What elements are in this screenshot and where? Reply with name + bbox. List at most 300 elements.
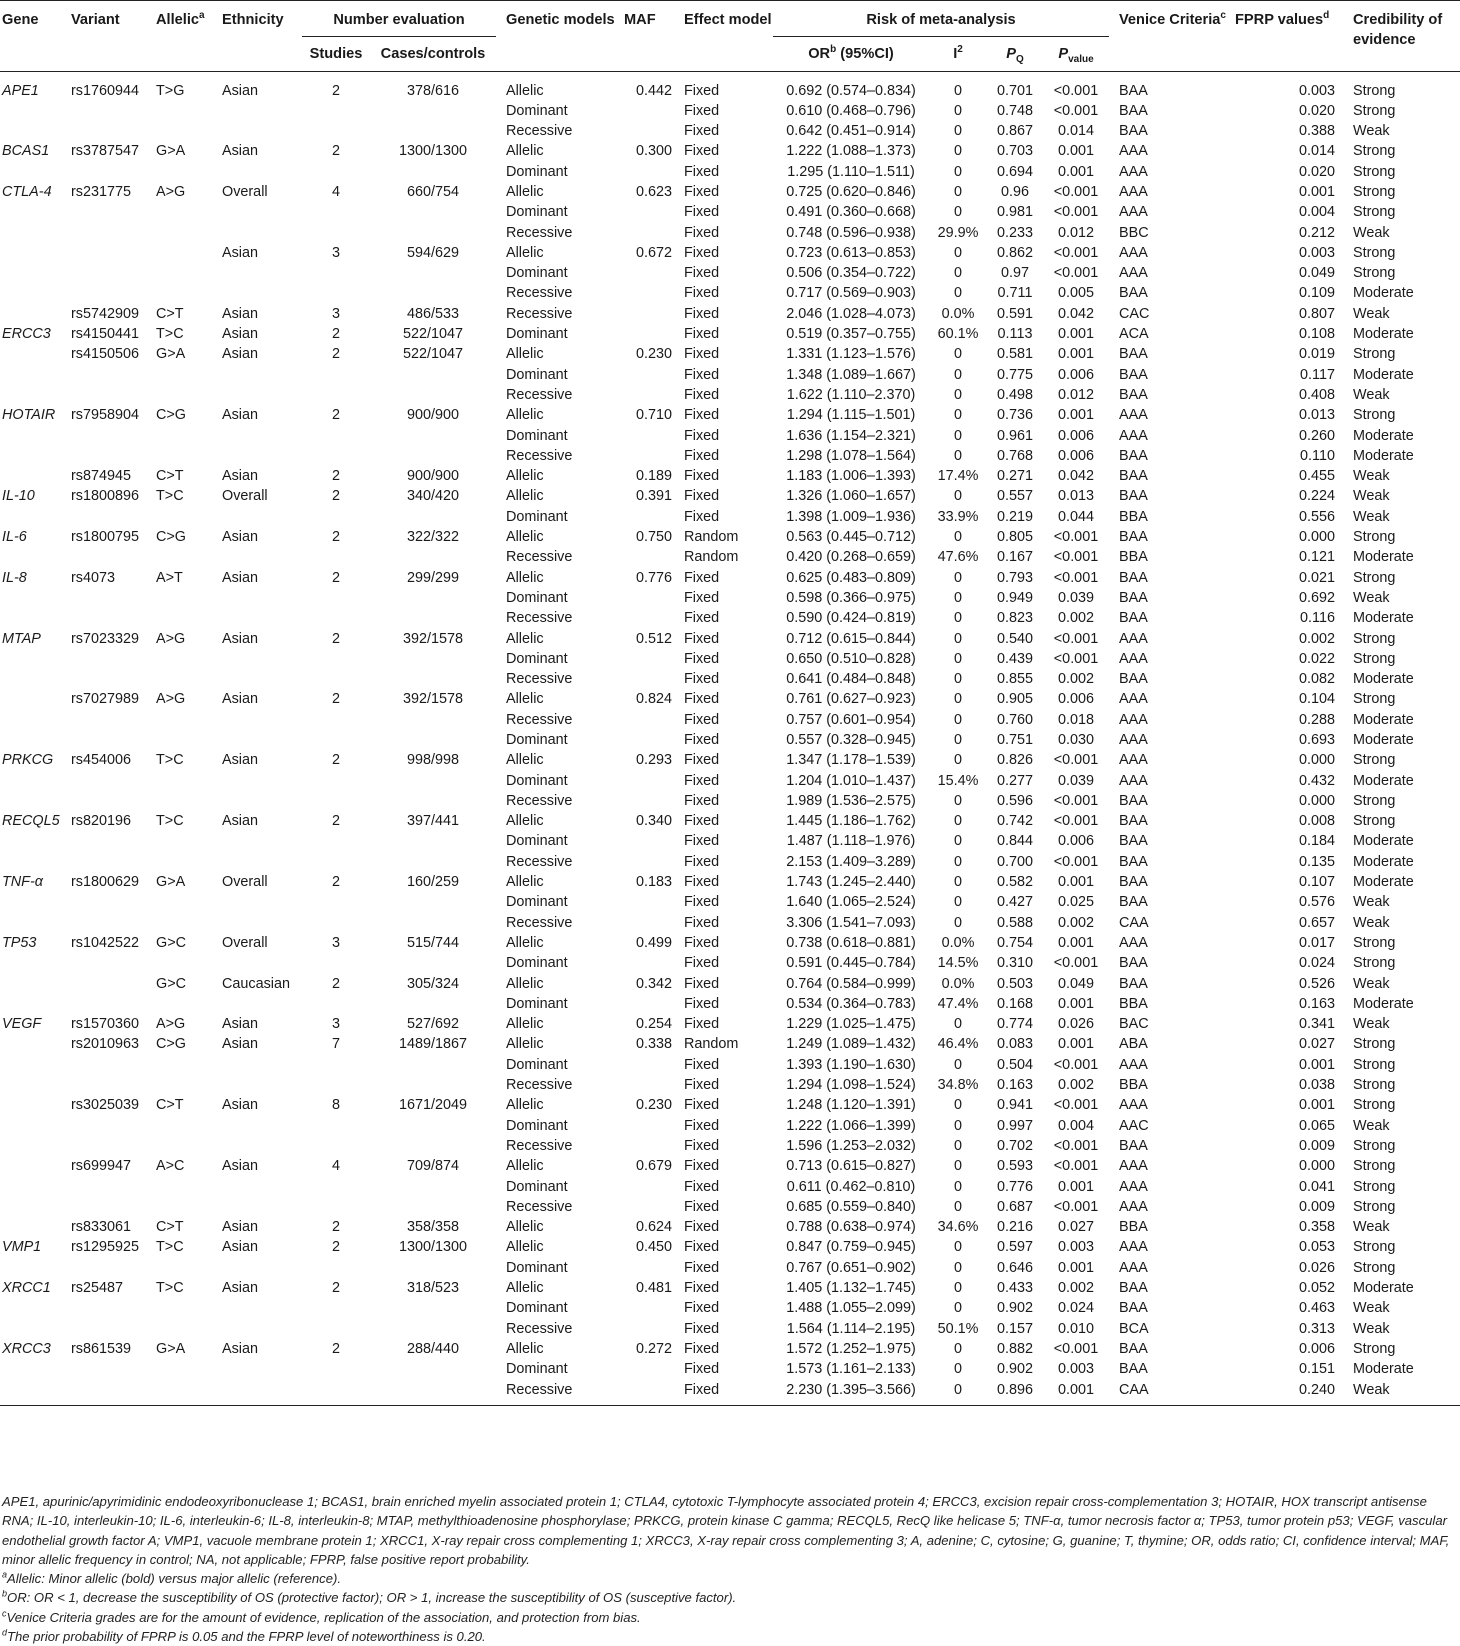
cell-allelic: G>A <box>156 346 186 363</box>
cell-variant: rs1800629 <box>71 874 140 891</box>
cell-genetic-model: Dominant <box>506 326 568 343</box>
cell-credibility: Strong <box>1353 1178 1396 1195</box>
cell-i2: 0 <box>953 163 962 180</box>
cell-gene <box>0 1217 71 1237</box>
cell-gene <box>0 588 71 608</box>
cell-variant <box>71 1136 156 1156</box>
cell-maf: 0.442 <box>635 82 672 99</box>
cell-i2: 0 <box>953 407 962 424</box>
cell-effect-model: Fixed <box>684 1340 720 1357</box>
cell-studies: 2 <box>331 1219 340 1236</box>
cell-effect-model: Fixed <box>684 447 720 464</box>
cell-genetic-model: Allelic <box>506 874 544 891</box>
cell-allelic: G>A <box>156 874 186 891</box>
cell-pq: 0.949 <box>996 589 1033 606</box>
cell-gene <box>0 385 71 405</box>
cell-allelic: C>T <box>156 468 184 485</box>
cell-cases-controls: 1300/1300 <box>398 143 468 160</box>
cell-allelic: A>G <box>156 1016 186 1033</box>
cell-ethnicity: Asian <box>222 407 258 424</box>
cell-gene <box>0 1298 71 1318</box>
cell-fprp: 0.009 <box>1298 1137 1335 1154</box>
cell-ethnicity <box>222 446 302 466</box>
table-row <box>0 1197 1460 1217</box>
cell-or-ci: 1.204 (1.010–1.437) <box>786 772 916 789</box>
cell-gene <box>0 791 71 811</box>
cell-studies <box>302 669 370 689</box>
cell-pvalue: 0.006 <box>1057 691 1094 708</box>
cell-effect-model: Fixed <box>684 711 720 728</box>
cell-effect-model: Fixed <box>684 1280 720 1297</box>
cell-studies: 2 <box>331 569 340 586</box>
cell-pq: 0.702 <box>996 1137 1033 1154</box>
cell-i2: 0 <box>953 265 962 282</box>
cell-fprp: 0.526 <box>1298 975 1335 992</box>
cell-cases-controls <box>370 1298 496 1318</box>
header-cases-controls: Cases/controls <box>380 46 486 62</box>
cell-variant <box>71 1359 156 1379</box>
cell-pvalue: 0.001 <box>1057 995 1094 1012</box>
cell-pq: 0.742 <box>996 813 1033 830</box>
cell-ethnicity <box>222 1298 302 1318</box>
table-row <box>0 324 1460 344</box>
cell-genetic-model: Allelic <box>506 691 544 708</box>
cell-or-ci: 1.393 (1.190–1.630) <box>786 1056 916 1073</box>
cell-pq: 0.997 <box>996 1117 1033 1134</box>
cell-effect-model: Fixed <box>684 285 720 302</box>
cell-effect-model: Fixed <box>684 691 720 708</box>
cell-maf <box>624 831 678 851</box>
table-row <box>0 426 1460 446</box>
cell-i2: 0 <box>953 691 962 708</box>
cell-effect-model: Random <box>684 549 739 566</box>
cell-ethnicity <box>222 101 302 121</box>
cell-variant <box>71 202 156 222</box>
cell-cases-controls: 900/900 <box>406 468 460 485</box>
table-row <box>0 649 1460 669</box>
cell-pq: 0.941 <box>996 1097 1033 1114</box>
cell-cases-controls: 288/440 <box>406 1340 460 1357</box>
cell-or-ci: 1.488 (1.055–2.099) <box>786 1300 916 1317</box>
cell-allelic: C>T <box>156 1097 184 1114</box>
cell-gene <box>0 710 71 730</box>
cell-allelic <box>156 608 222 628</box>
cell-genetic-model: Recessive <box>506 853 573 870</box>
cell-venice: AAA <box>1119 711 1148 728</box>
cell-studies <box>302 223 370 243</box>
cell-variant <box>71 243 156 263</box>
cell-gene <box>0 669 71 689</box>
cell-pq: 0.694 <box>996 163 1033 180</box>
cell-pq: 0.557 <box>996 488 1033 505</box>
cell-studies <box>302 1055 370 1075</box>
cell-credibility: Strong <box>1353 265 1396 282</box>
cell-cases-controls <box>370 426 496 446</box>
cell-allelic: A>G <box>156 183 186 200</box>
cell-effect-model: Fixed <box>684 995 720 1012</box>
table-row <box>0 527 1460 547</box>
cell-gene <box>0 1380 71 1406</box>
cell-ethnicity: Caucasian <box>222 975 290 992</box>
cell-fprp: 0.017 <box>1298 934 1335 951</box>
cell-effect-model: Fixed <box>684 224 720 241</box>
cell-gene <box>0 953 71 973</box>
table-row <box>0 1156 1460 1176</box>
cell-i2: 47.4% <box>937 995 979 1012</box>
cell-i2: 17.4% <box>937 468 979 485</box>
cell-genetic-model: Allelic <box>506 1036 544 1053</box>
cell-genetic-model: Recessive <box>506 1137 573 1154</box>
cell-maf <box>624 791 678 811</box>
cell-genetic-model: Recessive <box>506 1077 573 1094</box>
cell-allelic <box>156 953 222 973</box>
cell-maf: 0.342 <box>635 975 672 992</box>
cell-cases-controls <box>370 710 496 730</box>
cell-i2: 0 <box>953 752 962 769</box>
cell-maf <box>624 892 678 912</box>
cell-pvalue: <0.001 <box>1053 183 1099 200</box>
cell-pvalue: <0.001 <box>1053 569 1099 586</box>
cell-credibility: Moderate <box>1353 447 1414 464</box>
cell-studies <box>302 101 370 121</box>
cell-fprp: 0.041 <box>1298 1178 1335 1195</box>
cell-fprp: 0.288 <box>1298 711 1335 728</box>
cell-studies: 2 <box>331 1239 340 1256</box>
cell-variant <box>71 994 156 1014</box>
cell-fprp: 0.358 <box>1298 1219 1335 1236</box>
cell-allelic: A>G <box>156 630 186 647</box>
cell-pq: 0.97 <box>1000 265 1029 282</box>
cell-pq: 0.844 <box>996 833 1033 850</box>
cell-pvalue: <0.001 <box>1053 1340 1099 1357</box>
cell-cases-controls: 378/616 <box>406 82 460 99</box>
cell-genetic-model: Allelic <box>506 529 544 546</box>
cell-variant: rs820196 <box>71 813 132 830</box>
table-footnotes <box>2 1492 1456 1646</box>
cell-genetic-model: Dominant <box>506 995 568 1012</box>
cell-ethnicity: Asian <box>222 569 258 586</box>
cell-cases-controls <box>370 263 496 283</box>
cell-variant: rs231775 <box>71 183 132 200</box>
cell-genetic-model: Recessive <box>506 711 573 728</box>
cell-gene: HOTAIR <box>2 407 56 424</box>
cell-pvalue: 0.039 <box>1057 589 1094 606</box>
cell-credibility: Moderate <box>1353 1280 1414 1297</box>
cell-genetic-model: Recessive <box>506 1320 573 1337</box>
cell-effect-model: Fixed <box>684 1219 720 1236</box>
cell-ethnicity: Overall <box>222 934 268 951</box>
cell-gene <box>0 466 71 486</box>
cell-ethnicity <box>222 223 302 243</box>
cell-credibility: Strong <box>1353 244 1396 261</box>
cell-allelic: C>T <box>156 1219 184 1236</box>
cell-gene <box>0 1197 71 1217</box>
cell-i2: 0 <box>953 529 962 546</box>
cell-gene <box>0 243 71 263</box>
table-body <box>0 71 1460 1405</box>
cell-gene <box>0 852 71 872</box>
table-row <box>0 1055 1460 1075</box>
cell-maf <box>624 730 678 750</box>
cell-gene <box>0 162 71 182</box>
cell-pq: 0.591 <box>996 305 1033 322</box>
table-row <box>0 1237 1460 1257</box>
cell-pvalue: 0.003 <box>1057 1361 1094 1378</box>
cell-pvalue: 0.005 <box>1057 285 1094 302</box>
cell-cases-controls: 305/324 <box>406 975 460 992</box>
cell-or-ci: 1.564 (1.114–2.195) <box>786 1320 916 1337</box>
cell-pq: 0.703 <box>996 143 1033 160</box>
cell-pvalue: 0.042 <box>1057 305 1094 322</box>
cell-pq: 0.855 <box>996 671 1033 688</box>
cell-ethnicity: Asian <box>222 468 258 485</box>
cell-pq: 0.760 <box>996 711 1033 728</box>
table-row <box>0 730 1460 750</box>
cell-studies <box>302 446 370 466</box>
cell-genetic-model: Allelic <box>506 934 544 951</box>
cell-allelic: T>C <box>156 752 184 769</box>
cell-pvalue: 0.001 <box>1057 934 1094 951</box>
cell-pvalue: 0.003 <box>1057 1239 1094 1256</box>
cell-venice: BAA <box>1119 102 1148 119</box>
header-i2: $I^2$ <box>953 44 963 62</box>
cell-genetic-model: Allelic <box>506 244 544 261</box>
cell-studies: 2 <box>331 874 340 891</box>
cell-studies <box>302 1136 370 1156</box>
cell-genetic-model: Allelic <box>506 143 544 160</box>
cell-credibility: Moderate <box>1353 772 1414 789</box>
cell-credibility: Strong <box>1353 1158 1396 1175</box>
cell-genetic-model: Allelic <box>506 1340 544 1357</box>
cell-allelic: C>G <box>156 529 186 546</box>
cell-gene: BCAS1 <box>2 143 50 160</box>
cell-or-ci: 0.713 (0.615–0.827) <box>786 1158 916 1175</box>
cell-fprp: 0.026 <box>1298 1259 1335 1276</box>
cell-fprp: 0.001 <box>1298 183 1335 200</box>
cell-venice: BAA <box>1119 589 1148 606</box>
cell-allelic: T>C <box>156 1239 184 1256</box>
cell-pvalue: 0.001 <box>1057 407 1094 424</box>
cell-genetic-model: Dominant <box>506 772 568 789</box>
table-row <box>0 446 1460 466</box>
cell-allelic <box>156 121 222 141</box>
cell-maf: 0.624 <box>635 1219 672 1236</box>
cell-ethnicity: Asian <box>222 1340 258 1357</box>
cell-studies <box>302 283 370 303</box>
cell-gene: PRKCG <box>2 752 54 769</box>
cell-venice: BAA <box>1119 894 1148 911</box>
cell-genetic-model: Dominant <box>506 1056 568 1073</box>
table-row <box>0 629 1460 649</box>
cell-i2: 0 <box>953 183 962 200</box>
cell-maf <box>624 710 678 730</box>
cell-venice: BAA <box>1119 468 1148 485</box>
cell-credibility: Weak <box>1353 386 1390 403</box>
table-row <box>0 1014 1460 1034</box>
cell-fprp: 0.151 <box>1298 1361 1335 1378</box>
cell-variant: rs7023329 <box>71 630 140 647</box>
cell-credibility: Weak <box>1353 1016 1390 1033</box>
cell-studies: 8 <box>331 1097 340 1114</box>
cell-venice: BAA <box>1119 1340 1148 1357</box>
cell-i2: 46.4% <box>937 1036 979 1053</box>
cell-allelic: T>C <box>156 488 184 505</box>
cell-studies: 3 <box>331 934 340 951</box>
cell-allelic <box>156 1359 222 1379</box>
table-row <box>0 304 1460 324</box>
header-number-evaluation: Number evaluation <box>302 1 496 37</box>
cell-pq: 0.768 <box>996 447 1033 464</box>
cell-cases-controls: 358/358 <box>406 1219 460 1236</box>
cell-or-ci: 1.487 (1.118–1.976) <box>786 833 916 850</box>
cell-credibility: Weak <box>1353 123 1390 140</box>
cell-i2: 0 <box>953 1259 962 1276</box>
cell-venice: CAA <box>1119 914 1149 931</box>
cell-ethnicity: Asian <box>222 529 258 546</box>
cell-effect-model: Fixed <box>684 366 720 383</box>
cell-studies <box>302 162 370 182</box>
cell-i2: 29.9% <box>937 224 979 241</box>
cell-cases-controls <box>370 588 496 608</box>
cell-effect-model: Fixed <box>684 569 720 586</box>
cell-fprp: 0.000 <box>1298 529 1335 546</box>
table-row <box>0 1339 1460 1359</box>
cell-studies <box>302 121 370 141</box>
cell-allelic <box>156 1116 222 1136</box>
cell-pq: 0.588 <box>996 914 1033 931</box>
cell-allelic <box>156 710 222 730</box>
cell-studies <box>302 953 370 973</box>
table-row <box>0 1319 1460 1339</box>
cell-effect-model: Fixed <box>684 143 720 160</box>
cell-or-ci: 0.788 (0.638–0.974) <box>786 1219 916 1236</box>
cell-cases-controls <box>370 283 496 303</box>
cell-maf <box>624 324 678 344</box>
cell-genetic-model: Dominant <box>506 366 568 383</box>
cell-gene <box>0 771 71 791</box>
cell-venice: CAC <box>1119 305 1150 322</box>
cell-cases-controls: 522/1047 <box>402 346 464 363</box>
cell-allelic <box>156 892 222 912</box>
cell-gene <box>0 913 71 933</box>
cell-venice: BAA <box>1119 447 1148 464</box>
cell-i2: 0 <box>953 650 962 667</box>
cell-effect-model: Fixed <box>684 1320 720 1337</box>
table-row <box>0 1095 1460 1115</box>
cell-i2: 0 <box>953 1280 962 1297</box>
cell-cases-controls <box>370 202 496 222</box>
cell-pq: 0.905 <box>996 691 1033 708</box>
table-row <box>0 1298 1460 1318</box>
cell-i2: 0.0% <box>941 305 975 322</box>
cell-studies <box>302 507 370 527</box>
cell-allelic: T>C <box>156 813 184 830</box>
cell-variant <box>71 263 156 283</box>
cell-cases-controls <box>370 791 496 811</box>
cell-venice: BAA <box>1119 488 1148 505</box>
cell-pvalue: 0.001 <box>1057 163 1094 180</box>
table-row <box>0 994 1460 1014</box>
cell-allelic: T>G <box>156 82 185 99</box>
cell-venice: AAA <box>1119 407 1148 424</box>
cell-cases-controls: 340/420 <box>406 488 460 505</box>
cell-effect-model: Random <box>684 1036 739 1053</box>
cell-studies: 7 <box>331 1036 340 1053</box>
cell-gene <box>0 283 71 303</box>
cell-pvalue: 0.006 <box>1057 447 1094 464</box>
cell-i2: 0 <box>953 853 962 870</box>
footnote-abbreviations: APE1, apurinic/apyrimidinic endodeoxyribonuclease 1; BCAS1, brain enriched myelin associated protein 1; CTLA4, cytotoxic T-lymphocyte associated protein 4; ERCC3, excision repair cross-complementation 3; HOTAIR, HOX transcript antisense RNA; IL-10, interleukin-10; IL-6, interleukin-6; IL-8, interleukin-8; MTAP, methylthioadenosine phosphorylase; PRKCG, protein kinase C gamma; RECQL5, RecQ like helicase 5; TNF-α, tumor necrosis factor α; TP53, tumor protein p53; VEGF, vascular endothelial growth factor A; VMP1, vacuole membrane protein 1; XRCC1, X-ray repair cross complementing 1; XRCC3, X-ray repair cross complementing 3; A, adenine; C, cytosine; G, guanine; T, thymine; OR, odds ratio; CI, confidence interval; MAF, minor allelic frequency in control; NA, not applicable; FPRP, false positive report probability. <box>2 1494 1450 1567</box>
cell-credibility: Strong <box>1353 569 1396 586</box>
cell-genetic-model: Dominant <box>506 1300 568 1317</box>
cell-or-ci: 0.685 (0.559–0.840) <box>786 1198 916 1215</box>
cell-or-ci: 0.725 (0.620–0.846) <box>786 183 916 200</box>
cell-ethnicity: Asian <box>222 143 258 160</box>
cell-maf <box>624 507 678 527</box>
cell-pq: 0.867 <box>996 123 1033 140</box>
cell-variant <box>71 1258 156 1278</box>
cell-variant <box>71 710 156 730</box>
cell-i2: 0 <box>953 123 962 140</box>
cell-credibility: Strong <box>1353 1137 1396 1154</box>
cell-allelic <box>156 1319 222 1339</box>
cell-or-ci: 0.563 (0.445–0.712) <box>786 529 916 546</box>
cell-pvalue: <0.001 <box>1053 265 1099 282</box>
cell-effect-model: Fixed <box>684 1239 720 1256</box>
cell-maf: 0.450 <box>635 1239 672 1256</box>
cell-gene <box>0 994 71 1014</box>
cell-cases-controls: 709/874 <box>406 1158 460 1175</box>
cell-allelic <box>156 791 222 811</box>
cell-effect-model: Fixed <box>684 326 720 343</box>
cell-cases-controls: 486/533 <box>406 305 460 322</box>
cell-variant <box>71 1055 156 1075</box>
cell-gene <box>0 121 71 141</box>
cell-variant <box>71 588 156 608</box>
cell-pvalue: 0.001 <box>1057 326 1094 343</box>
table-row <box>0 933 1460 953</box>
cell-maf <box>624 953 678 973</box>
cell-gene <box>0 1258 71 1278</box>
cell-variant <box>71 101 156 121</box>
cell-ethnicity: Asian <box>222 244 258 261</box>
cell-pq: 0.754 <box>996 934 1033 951</box>
cell-effect-model: Fixed <box>684 853 720 870</box>
table-row <box>0 1278 1460 1298</box>
table-row <box>0 913 1460 933</box>
cell-venice: AAA <box>1119 650 1148 667</box>
cell-variant: rs7027989 <box>71 691 140 708</box>
cell-venice: BAA <box>1119 1361 1148 1378</box>
cell-gene <box>0 1177 71 1197</box>
cell-studies <box>302 385 370 405</box>
cell-credibility: Strong <box>1353 1340 1396 1357</box>
header-or-ci: $OR^b$ (95%CI) <box>808 44 894 62</box>
cell-fprp: 0.022 <box>1298 650 1335 667</box>
cell-venice: BAA <box>1119 386 1148 403</box>
cell-gene <box>0 304 71 324</box>
cell-cases-controls <box>370 547 496 567</box>
cell-i2: 0 <box>953 1198 962 1215</box>
cell-maf: 0.710 <box>635 407 672 424</box>
cell-studies: 3 <box>331 244 340 261</box>
cell-credibility: Strong <box>1353 752 1396 769</box>
cell-pvalue: 0.049 <box>1057 975 1094 992</box>
cell-ethnicity <box>222 1055 302 1075</box>
cell-studies <box>302 588 370 608</box>
cell-gene <box>0 202 71 222</box>
cell-or-ci: 0.420 (0.268–0.659) <box>786 549 916 566</box>
